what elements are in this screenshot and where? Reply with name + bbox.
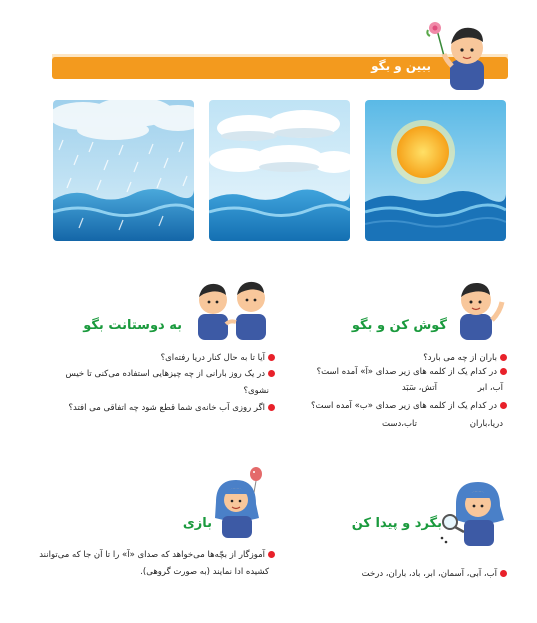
sun-over-sea-picture [365, 100, 506, 241]
listen-words-2: آتش، سَبَد [401, 383, 437, 393]
game-title: بازی [182, 516, 212, 531]
game-line-2: کشیده ادا نمایند (به صورت گروهی). [140, 567, 269, 577]
bullet-icon [268, 354, 275, 361]
bullet-icon [500, 368, 507, 375]
friends-question-3: اگر روزی آب خانه‌ی شما قطع شود چه اتفاقی می افتد؟ [68, 402, 275, 414]
bullet-icon [500, 402, 507, 409]
listen-and-say-title: گوش کن و بگو [351, 318, 447, 333]
page-title: ببین و بگو [371, 59, 431, 73]
friends-question-2: در یک روز بارانی از چه چیزهایی استفاده می‌کنی تا خیس [65, 368, 275, 380]
listen-words-4: تاب،دست [382, 419, 417, 429]
tell-friends-title: به دوستانت بگو [83, 318, 182, 333]
listen-question-2: در کدام یک از کلمه های زیر صدای «آ» آمده است؟ [317, 366, 507, 378]
bullet-icon [268, 404, 275, 411]
boy-pointing-illustration [450, 278, 512, 340]
friends-question-1: آیا تا به حال کنار دریا رفته‌ای؟ [161, 352, 275, 364]
search-and-find-title: بگرد و پیدا کن [351, 516, 442, 531]
clouds-over-sea-picture [209, 100, 350, 241]
rain-over-sea-picture [53, 100, 194, 241]
listen-words-3: دریا،باران [469, 419, 503, 429]
boy-with-flower-illustration [420, 10, 500, 90]
two-boys-talking-illustration [192, 278, 272, 340]
bullet-icon [268, 370, 275, 377]
bullet-icon [268, 551, 275, 558]
game-line-1: آموزگار از بچّه‌ها می‌خواهد که صدای «آ» را تا آن جا که می‌توانند [39, 549, 275, 561]
bullet-icon [500, 570, 507, 577]
friends-question-2-cont: نشوی؟ [243, 386, 269, 396]
listen-words-1: آب، ابر [477, 383, 503, 393]
listen-question-3: در کدام یک از کلمه های زیر صدای «ب» آمده است؟ [311, 400, 507, 412]
girl-with-balloon-illustration [210, 466, 272, 538]
listen-question-1: باران از چه می بارد؟ [423, 352, 507, 364]
bullet-icon [500, 354, 507, 361]
search-words: آب، آبی، آسمان، ابر، باد، باران، درخت [362, 568, 507, 580]
girl-with-magnifier-illustration [436, 476, 508, 548]
